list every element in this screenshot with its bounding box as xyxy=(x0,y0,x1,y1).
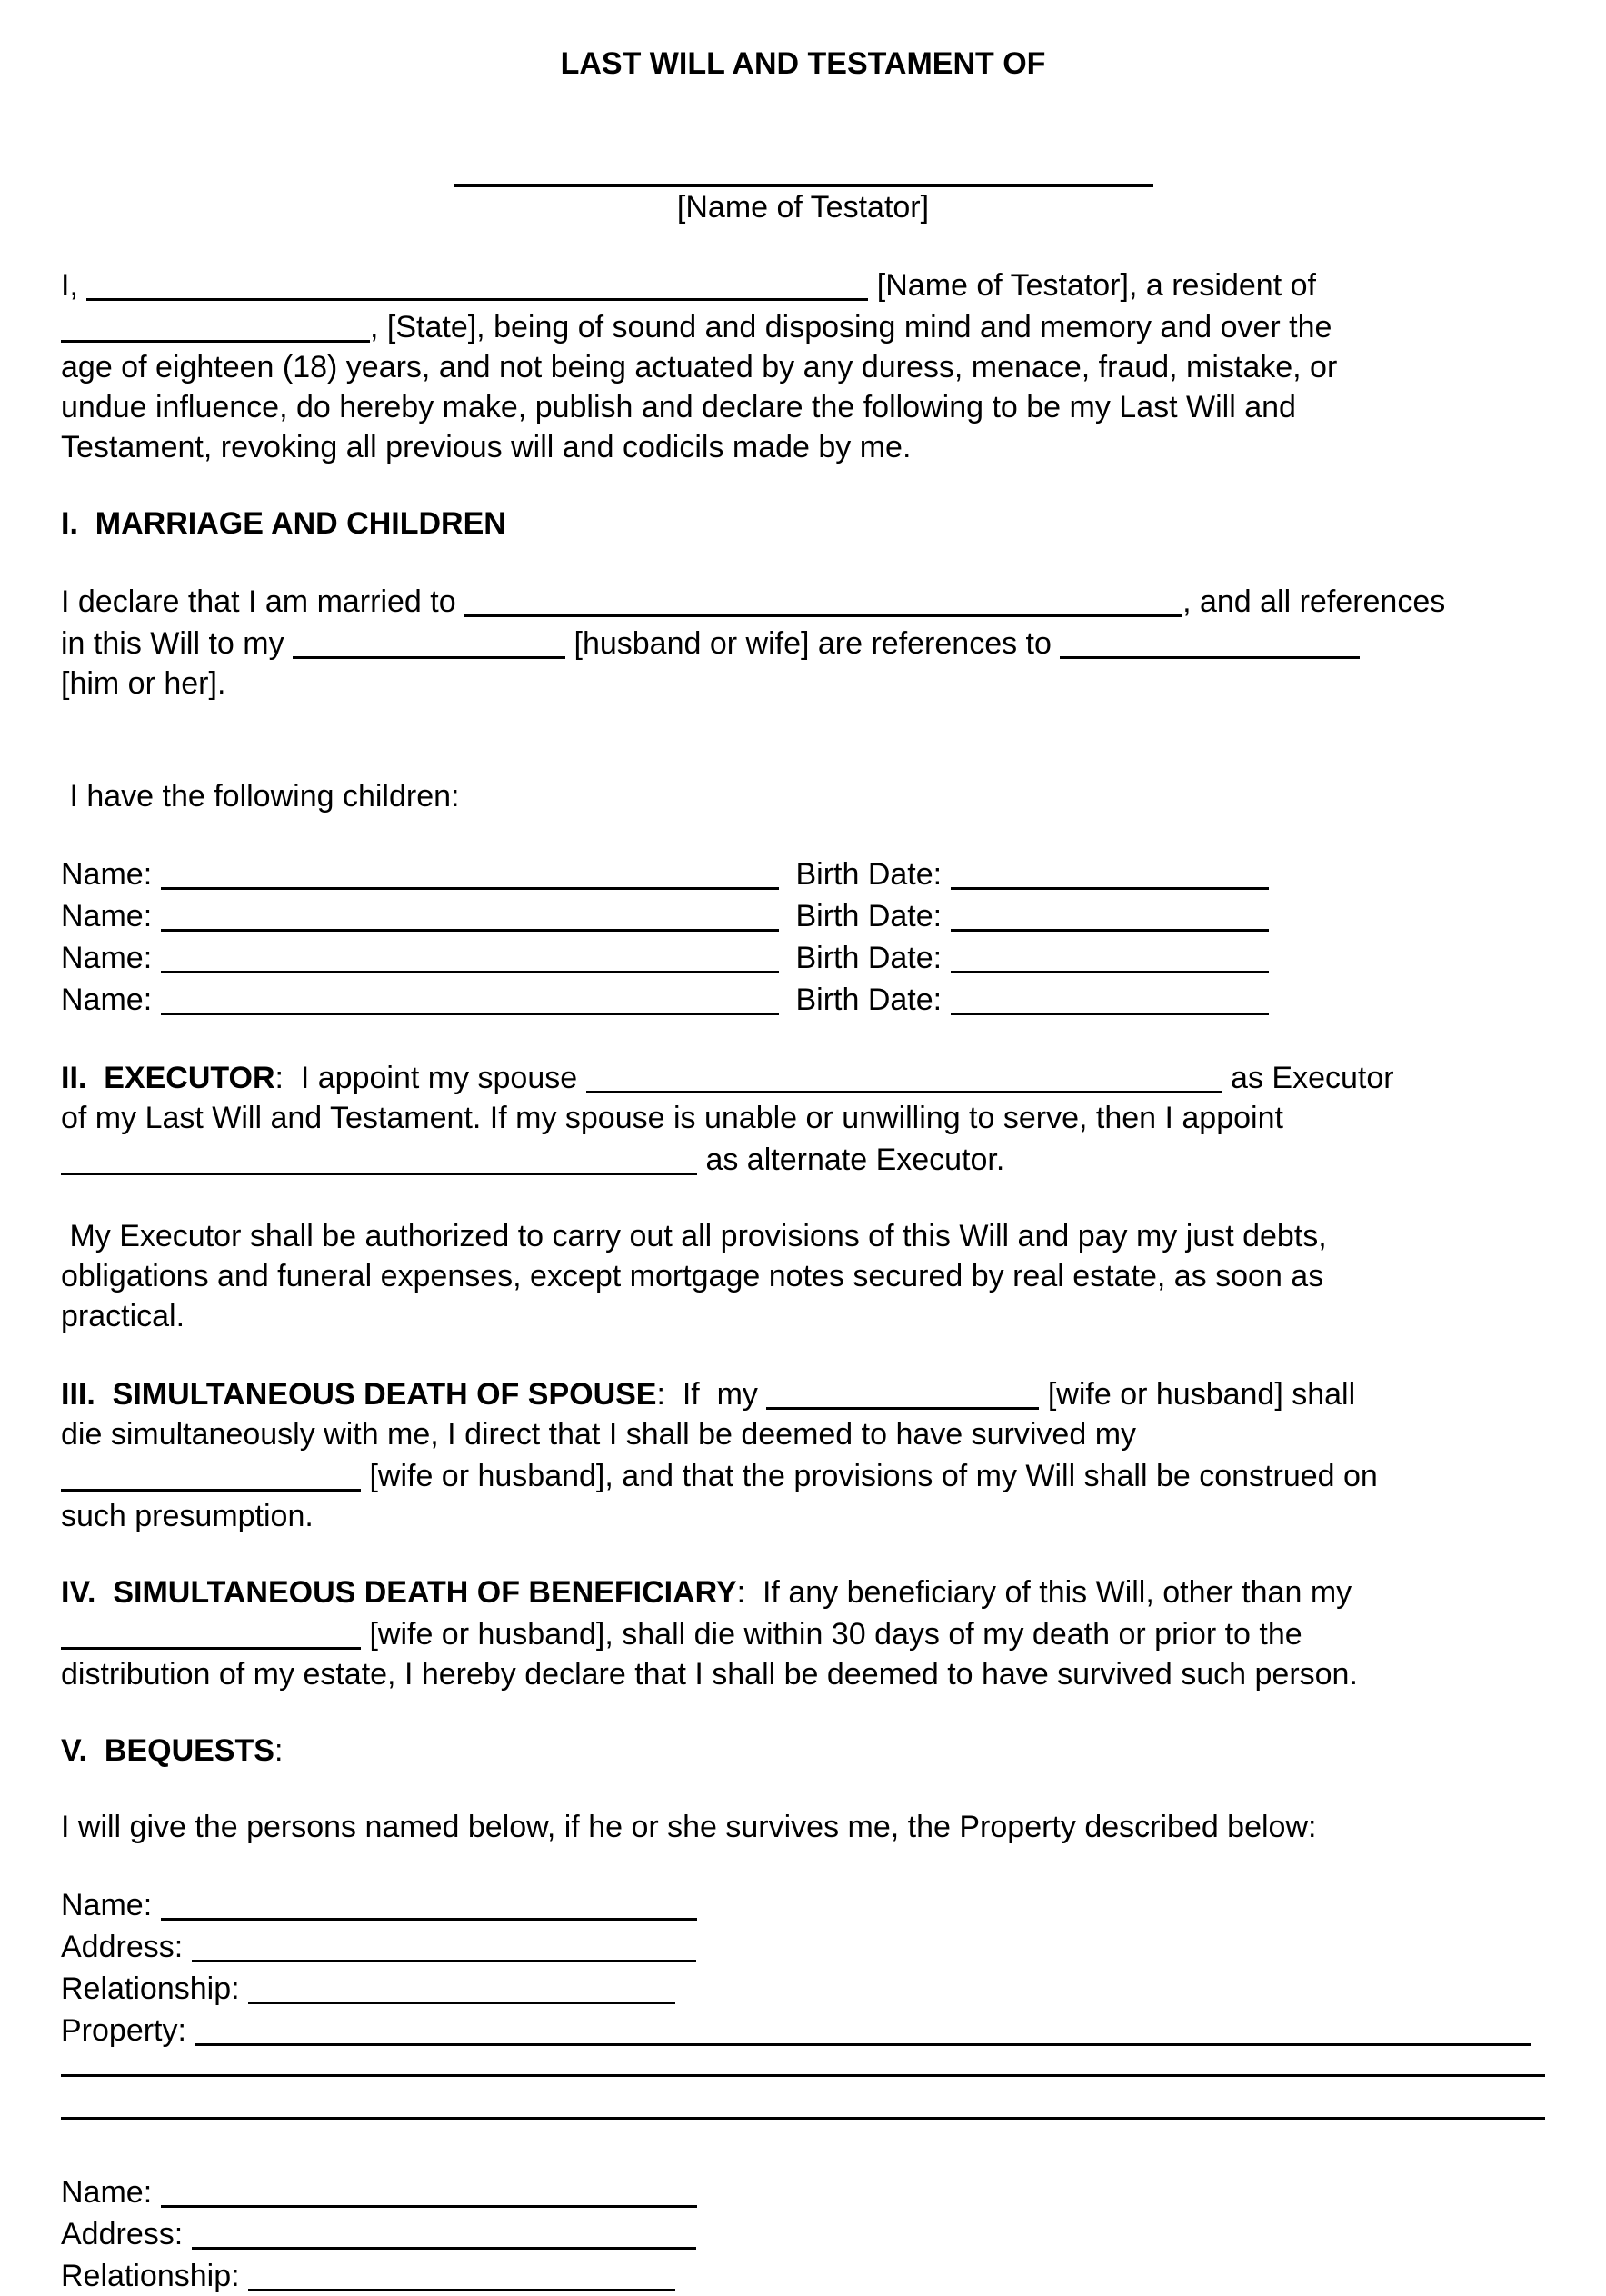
property-continuation-line xyxy=(61,2051,1545,2077)
state-blank xyxy=(61,305,370,343)
child-name-blank xyxy=(161,853,779,890)
child-birthdate-label: Birth Date: xyxy=(778,941,951,975)
spouse-term-blank xyxy=(61,1454,361,1492)
spouse-death-l1-mid: : If my xyxy=(656,1377,767,1412)
intro-line-3: age of eighteen (18) years, and not being actuated by any duress, menace, fraud, mistake, or xyxy=(61,350,1338,384)
bequest-1-address-row xyxy=(61,1925,1545,1967)
section-1-heading: I. MARRIAGE AND CHILDREN xyxy=(61,506,506,541)
child-row-3 xyxy=(61,936,1545,978)
bequest-address-label: Address: xyxy=(61,1930,192,1964)
testator-caption: [Name of Testator] xyxy=(676,190,930,225)
child-name-label: Name: xyxy=(61,941,161,975)
marriage-line-2 xyxy=(61,622,1545,664)
children-intro: I have the following children: xyxy=(61,779,460,814)
bequests-intro: I will give the persons named below, if he or she survives me, the Property described below: xyxy=(61,1810,1317,1844)
child-name-label: Name: xyxy=(61,983,161,1017)
child-birthdate-label: Birth Date: xyxy=(778,983,951,1017)
marriage-l2-mid: [husband or wife] are references to xyxy=(565,626,1061,661)
child-birthdate-label: Birth Date: xyxy=(778,899,951,933)
spouse-death-line-4: such presumption. xyxy=(61,1499,314,1533)
bequest-2-name-row xyxy=(61,2171,1545,2212)
spouse-term-blank xyxy=(766,1373,1039,1410)
intro-line-1 xyxy=(61,264,1545,305)
beneficiary-death-line-1 xyxy=(61,1572,1545,1612)
child-name-label: Name: xyxy=(61,857,161,892)
section-5-heading-colon: : xyxy=(274,1733,284,1768)
section-3-heading: III. SIMULTANEOUS DEATH OF SPOUSE xyxy=(61,1377,657,1412)
marriage-l2-pre: in this Will to my xyxy=(61,626,294,661)
executor-line-1 xyxy=(61,1056,1545,1098)
bequest-relationship-blank xyxy=(248,1967,675,2004)
marriage-l1-post: , and all references xyxy=(1182,584,1446,619)
bequest-address-blank xyxy=(192,1925,696,1962)
executor-spouse-blank xyxy=(586,1056,1222,1093)
bequest-2-address-row xyxy=(61,2212,1545,2254)
bequest-name-blank xyxy=(161,2171,697,2208)
alternate-executor-blank xyxy=(61,1138,697,1175)
bequest-2-relationship-row xyxy=(61,2254,1545,2296)
bequest-name-blank xyxy=(161,1883,697,1921)
spouse-term-blank xyxy=(61,1612,361,1650)
child-birthdate-blank xyxy=(951,978,1269,1015)
spouse-death-line-2: die simultaneously with me, I direct that I shall be deemed to have survived my xyxy=(61,1417,1137,1452)
property-continuation-line xyxy=(61,2077,1545,2120)
bequest-address-label: Address: xyxy=(61,2217,192,2251)
child-row-1 xyxy=(61,853,1545,894)
bequest-1-name-row xyxy=(61,1883,1545,1925)
beneficiary-death-l2-post: [wife or husband], shall die within 30 days of my death or prior to the xyxy=(361,1617,1302,1652)
executor-line-3 xyxy=(61,1138,1545,1180)
spouse-name-blank xyxy=(464,580,1182,617)
spouse-death-line-1 xyxy=(61,1373,1545,1414)
spouse-term-blank xyxy=(293,622,565,659)
executor-duties-line-3: practical. xyxy=(61,1299,185,1333)
beneficiary-death-line-3: distribution of my estate, I hereby declare that I shall be deemed to have survived such person. xyxy=(61,1657,1358,1692)
intro-line-5: Testament, revoking all previous will and codicils made by me. xyxy=(61,430,912,464)
bequest-address-blank xyxy=(192,2212,696,2250)
child-birthdate-blank xyxy=(951,894,1269,932)
intro-line-2 xyxy=(61,305,1545,347)
executor-duties-line-2: obligations and funeral expenses, except mortgage notes secured by real estate, as soon as xyxy=(61,1259,1324,1293)
bequest-relationship-label: Relationship: xyxy=(61,1972,249,2006)
intro-l1-post: [Name of Testator], a resident of xyxy=(868,268,1316,303)
bequest-name-label: Name: xyxy=(61,2175,161,2210)
executor-l3-post: as alternate Executor. xyxy=(697,1143,1005,1177)
spouse-reference-blank xyxy=(1060,622,1360,659)
beneficiary-death-line-2 xyxy=(61,1612,1545,1654)
section-5-heading-line xyxy=(61,1731,1545,1771)
beneficiary-death-l1-post: : If any beneficiary of this Will, other than my xyxy=(736,1575,1352,1610)
section-2-heading: II. EXECUTOR xyxy=(61,1061,275,1095)
spouse-death-l3-post: [wife or husband], and that the provisions of my Will shall be construed on xyxy=(361,1459,1378,1493)
child-name-blank xyxy=(161,936,779,973)
bequest-property-label: Property: xyxy=(61,2013,195,2048)
executor-duties-line-1: My Executor shall be authorized to carry out all provisions of this Will and pay my just debts, xyxy=(61,1219,1327,1253)
child-name-label: Name: xyxy=(61,899,161,933)
child-birthdate-blank xyxy=(951,853,1269,890)
section-5-heading: V. BEQUESTS xyxy=(61,1733,274,1768)
testator-name-blank xyxy=(86,264,868,301)
bequest-relationship-blank xyxy=(248,2254,675,2291)
spouse-death-l1-post: [wife or husband] shall xyxy=(1039,1377,1356,1412)
marriage-line-1 xyxy=(61,580,1545,622)
bequest-name-label: Name: xyxy=(61,1888,161,1922)
child-row-4 xyxy=(61,978,1545,1020)
child-birthdate-label: Birth Date: xyxy=(778,857,951,892)
bequest-relationship-label: Relationship: xyxy=(61,2259,249,2293)
executor-line-2: of my Last Will and Testament. If my spouse is unable or unwilling to serve, then I appoint xyxy=(61,1101,1283,1135)
intro-l1-pre: I, xyxy=(61,268,87,303)
child-name-blank xyxy=(161,978,779,1015)
child-birthdate-blank xyxy=(951,936,1269,973)
intro-line-4: undue influence, do hereby make, publish and declare the following to be my Last Will and xyxy=(61,390,1296,424)
bequest-property-blank xyxy=(195,2009,1531,2046)
executor-l1-mid: : I appoint my spouse xyxy=(274,1061,586,1095)
spouse-death-line-3 xyxy=(61,1454,1545,1496)
bequest-1-relationship-row xyxy=(61,1967,1545,2009)
document-title: LAST WILL AND TESTAMENT OF xyxy=(560,46,1046,81)
marriage-line-3: [him or her]. xyxy=(61,666,226,701)
bequest-1-property-row xyxy=(61,2009,1545,2051)
child-name-blank xyxy=(161,894,779,932)
marriage-l1-pre: I declare that I am married to xyxy=(61,584,465,619)
executor-l1-post: as Executor xyxy=(1222,1061,1394,1095)
child-row-2 xyxy=(61,894,1545,936)
intro-l2-post: , [State], being of sound and disposing mind and memory and over the xyxy=(370,310,1332,344)
section-4-heading: IV. SIMULTANEOUS DEATH OF BENEFICIARY xyxy=(61,1575,737,1610)
